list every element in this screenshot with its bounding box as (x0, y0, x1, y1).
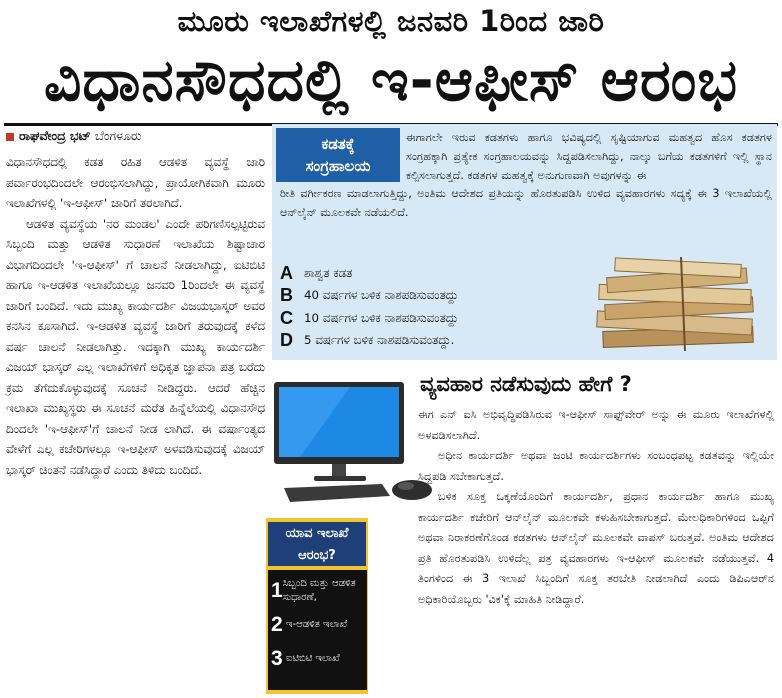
departments-list (268, 570, 367, 690)
section-paragraph: ಅಧೀನ ಕಾರ್ಯದರ್ಶಿ ಅಥವಾ ಜಂಟಿ ಕಾರ್ಯದರ್ಶಿಗಳು ಸಂಬಂಧಪಟ್ಟ ಕಡತವನ್ನು ಇಲ್ಲಿಯೇ ಸಿದ್ದಪಡಿ ಸಬೇಕಾಗುತ್ತದೆ. (418, 449, 774, 483)
department-name: ಸಿಬ್ಬಂದಿ ಮತ್ತು ಆಡಳಿತ ಸುಧಾರಣೆ, (282, 578, 356, 603)
headline: ವಿಧಾನಸೌಧದಲ್ಲಿ ಇ-ಆಫೀಸ್ ಆರಂಭ (44, 46, 738, 114)
department-item (268, 644, 367, 674)
author-name: ರಾಘವೇಂದ್ರ ಭಟ್ (19, 128, 91, 143)
byline (6, 128, 268, 144)
departments-box-title: ಯಾವ ಇಲಾಖೆ (268, 522, 366, 566)
category-text: 10 ವರ್ಷಗಳ ಬಳಿಕ ನಾಶಪಡಿಸುವಂತದ್ದು (304, 310, 459, 325)
department-item (268, 610, 367, 640)
byline-marker-icon (6, 133, 14, 141)
section-body (418, 405, 774, 610)
category-item (280, 330, 570, 353)
section-paragraph: ಬಳಿಕ ಸೂಕ್ತ ಒಕ್ಕಣೆಯೊಂದಿಗೆ ಕಾರ್ಯದರ್ಶಿ, ಪ್ರಧಾನ ಕಾರ್ಯದರ್ಶಿ ಹಾಗೂ ಮುಖ್ಯ ಕಾರ್ಯದರ್ಶಿ ಕಚೇರಿಗೆ ಆನ್‌ಲೈನ್ ಮೂಲಕವೇ ಕಳುಹಿಸಬೇಕಾಗುತ್ತದೆ. ಮೇಲಧಿಕಾರಿಗಳಿಂದ ಒಪ್ಪಿಗೆ ಅಥವಾ ನಿರಾಕರಣೆಗೊಂಡ ಕಡತಗಳು ಆನ್‌ಲೈನ್ ಮೂಲಕವೇ ವಾಪಸ್ ಬರುತ್ತವೆ. ಅಂತಿಮ ಆದೇಶದ ಪ್ರತಿ ಹೊರತುಪಡಿಸಿ ಉಳಿದೆಲ್ಲ ಪತ್ರ ವ್ಯವಹಾರಗಳು ಇ-ಆಫೀಸ್ ಮೂಲಕವೇ ನಡೆಯುತ್ತವೆ. 4 ತಿಂಗಳಿಂದ ಈ 3 ಇಲಾಖೆ ಸಿಬ್ಬಂದಿಗೆ ಸೂಕ್ತ ತರಬೇತಿ ನೀಡಲಾಗಿದೆ ಎಂದು ಡಿಪಿಎಆರ್‌ನ ಅಧಿಕಾರಿಯೊಬ್ಬರು 'ವಿಕ'ಕ್ಕೆ ಮಾಹಿತಿ ನೀಡಿದ್ದಾರೆ. (418, 490, 774, 606)
dateline: ಬೆಂಗಳೂರು (94, 128, 142, 143)
category-text: 5 ವರ್ಷಗಳ ಬಳಿಕ ನಾಶಪಡಿಸುವಂತದ್ದು. (304, 333, 455, 348)
article-paragraph: ಆಡಳಿತ ವ್ಯವಸ್ಥೆಯ 'ನರ ಮಂಡಲ' ಎಂದೇ ಪರಿಗಣಿಸಲ್ಪಟ್ಟಿರುವ ಸಿಬ್ಬಂದಿ ಮತ್ತು ಆಡಳಿತ ಸುಧಾರಣೆ ಇಲಾಖೆಯ ಶಿಷ್ಟಾಚಾರ ವಿಭಾಗದಿಂದಲೇ 'ಇ-ಆಫೀಸ್' ಗೆ ಚಾಲನೆ ನೀಡಲಾಗಿದ್ದು, ಐಟಿಬಿಟಿ ಹಾಗೂ ಇ-ಆಡಳಿತ ಇಲಾಖೆಯಲ್ಲೂ ಜನವರಿ 1ರಿಂದಲೇ ಈ ವ್ಯವಸ್ಥೆ ಜಾರಿಗೆ ಬಂದಿದೆ. ಇದು ಮುಖ್ಯ ಕಾರ್ಯದರ್ಶಿ ವಿಜಯಭಾಸ್ಕರ್ ಅವರ ಕನಸಿನ ಕೂಸಾಗಿದೆ. ಇ-ಆಡಳಿತ ವ್ಯವಸ್ಥೆ ಜಾರಿಗೆ ತರುವುದಕ್ಕೆ ಕಳೆದ ವರ್ಷ ಚಾಲನೆ ನೀಡಲಾಗಿತ್ತು. ಇದಕ್ಕಾಗಿ ಮುಖ್ಯ ಕಾರ್ಯದರ್ಶಿ ವಿಜಯ್ ಭಾಸ್ಕರ್ ಎಲ್ಲ ಇಲಾಖೆಗಳಿಗೆ ಅಧಿಕೃತ ಜ್ಞಾಪನಾ ಪತ್ರ ಬರೆದು ಕ್ರಮ ತೆಗೆದುಕೊಳ್ಳುವುದಕ್ಕೆ ಸೂಚನೆ ನೀಡಿದ್ದರು. ಆದರೆ ಹೆಚ್ಚಿನ ಇಲಾಖಾ ಮುಖ್ಯಸ್ಥರು ಈ ಸೂಚನೆ ಮರೆತ ಹಿನ್ನೆಲೆಯಲ್ಲಿ ವಿಧಾನಸೌಧ ದಿಂದಲೇ 'ಇ-ಆಫೀಸ್'ಗೆ ಚಾಲನೆ ನೀಡ ಲಾಗಿದೆ. ಈ ವರ್ಷಾಂತ್ಯದ ವೇಳೆಗೆ ಎಲ್ಲ ಕಚೇರಿಗಳಲ್ಲೂ ಇ-ಆಫೀಸ್ ಅಳವಡಿಸುವುದಕ್ಕೆ ವಿಜಯ್ ಭಾಸ್ಕರ್ ಚಿಂತನೆ ನಡೆಸಿದ್ದಾರೆ ಎಂದು ತಿಳಿದು ಬಂದಿದೆ. (6, 216, 265, 477)
department-item (268, 576, 367, 606)
article-body (6, 152, 265, 480)
archive-title-line: ಸಂಗ್ರಹಾಲಯ (305, 157, 371, 175)
category-letter: D (280, 330, 293, 351)
desktop-computer-image (270, 378, 440, 508)
section-paragraph: ಈಗ ಎನ್ ಐಸಿ ಅಭಿವೃದ್ಧಿಪಡಿಸಿರುವ ಇ-ಆಫೀಸ್ ಸಾಫ್ಟ್‌ವೇರ್ ಅನ್ನು ಈ ಮೂರು ಇಲಾಖೆಗಳಲ್ಲಿ ಅಳವಡಿಸಲಾಗಿದೆ. (418, 408, 774, 442)
department-name: ಇ-ಆಡಳಿತ ಇಲಾಖೆ (286, 619, 348, 630)
archive-title-line: ಕಡತಕ್ಕೆ (321, 135, 355, 153)
category-letter: B (280, 285, 293, 306)
keyboard-image (284, 484, 390, 502)
department-name: ಐಟಿಬಿಟಿ ಇಲಾಖೆ (286, 653, 340, 664)
department-number: 1 (271, 579, 283, 602)
category-letter: A (280, 262, 293, 283)
department-number: 2 (271, 613, 283, 636)
article-paragraph: ವಿಧಾನಸೌಧದಲ್ಲಿ ಕಡತ ರಹಿತ ಆಡಳಿತ ವ್ಯವಸ್ಥೆ ಜಾರಿ ಪರ್ವಾರಂಭದಿಂದಲೇ ಆರಂಭಿಸಲಾಗಿದ್ದು, ಪ್ರಾಯೋಗಿಕವಾಗಿ ಮೂರು ಇಲಾಖೆಗಳಲ್ಲಿ 'ಇ-ಆಫೀಸ್' ಜಾರಿಗೆ ತರಲಾಗಿದೆ. (6, 155, 265, 210)
category-letter: C (280, 307, 293, 328)
section-heading: ವ್ಯವಹಾರ ನಡೆಸುವುದು ಹೇಗೆ ? (420, 372, 632, 396)
category-item (280, 285, 570, 308)
file-stack-image (585, 255, 765, 355)
archive-text-top: ಈಗಾಗಲೇ ಇರುವ ಕಡತಗಳು ಹಾಗೂ ಭವಿಷ್ಯದಲ್ಲಿ ಸೃಷ್ಟಿಯಾಗುವ ಮಹತ್ವದ ಹೊಸ ಕಡತಗಳ ಸಂಗ್ರಹಕ್ಕಾಗಿ ಪ್ರತ್ಯೇಕ ಸಂಗ್ರಹಾಲಯವನ್ನು ಸಿದ್ದಪಡಿಸಲಾಗಿದ್ದು, ನಾಲ್ಕು ಬಗೆಯ ಕಡತಗಳಿಗೆ ಇಲ್ಲಿ ಸ್ಥಾನ ಕಲ್ಪಿಸಲಾಗುತ್ತದೆ. ಕಡತಗಳ ಮಹತ್ವಕ್ಕೆ ಅನುಗುಣವಾಗಿ ಅವುಗಳನ್ನು ಈ (406, 131, 772, 182)
departments-box-question (268, 544, 366, 563)
archive-text-bottom: ರೀತಿ ವರ್ಗೀಕರಣ ಮಾಡಲಾಗುತ್ತಿದ್ದು, ಅಂತಿಮ ಆದೇಶದ ಪ್ರತಿಯನ್ನು ಹೊರತುಪಡಿಸಿ ಉಳಿದ ವ್ಯವಹಾರಗಳು ಸದ್ಯಕ್ಕೆ ಈ 3 ಇಲಾಖೆಯಲ್ಲಿ ಆನ್‌ಲೈನ್ ಮೂಲಕವೇ ನಡೆಯಲಿದೆ. (280, 187, 772, 219)
department-number: 3 (271, 647, 283, 670)
kicker: ಮೂರು ಇಲಾಖೆಗಳಲ್ಲಿ ಜನವರಿ 1ರಿಂದ ಜಾರಿ (177, 4, 605, 38)
category-text: 40 ವರ್ಷಗಳ ಬಳಿಕ ನಾಶಪಡಿಸುವಂತದ್ದು (304, 288, 459, 303)
category-text: ಶಾಶ್ವತ ಕಡತ (304, 265, 353, 280)
category-item (280, 307, 570, 330)
archive-box-title (276, 128, 400, 182)
departments-question-text: ಆರಂಭ? (298, 548, 336, 563)
archive-categories (280, 262, 570, 352)
category-item (280, 262, 570, 285)
